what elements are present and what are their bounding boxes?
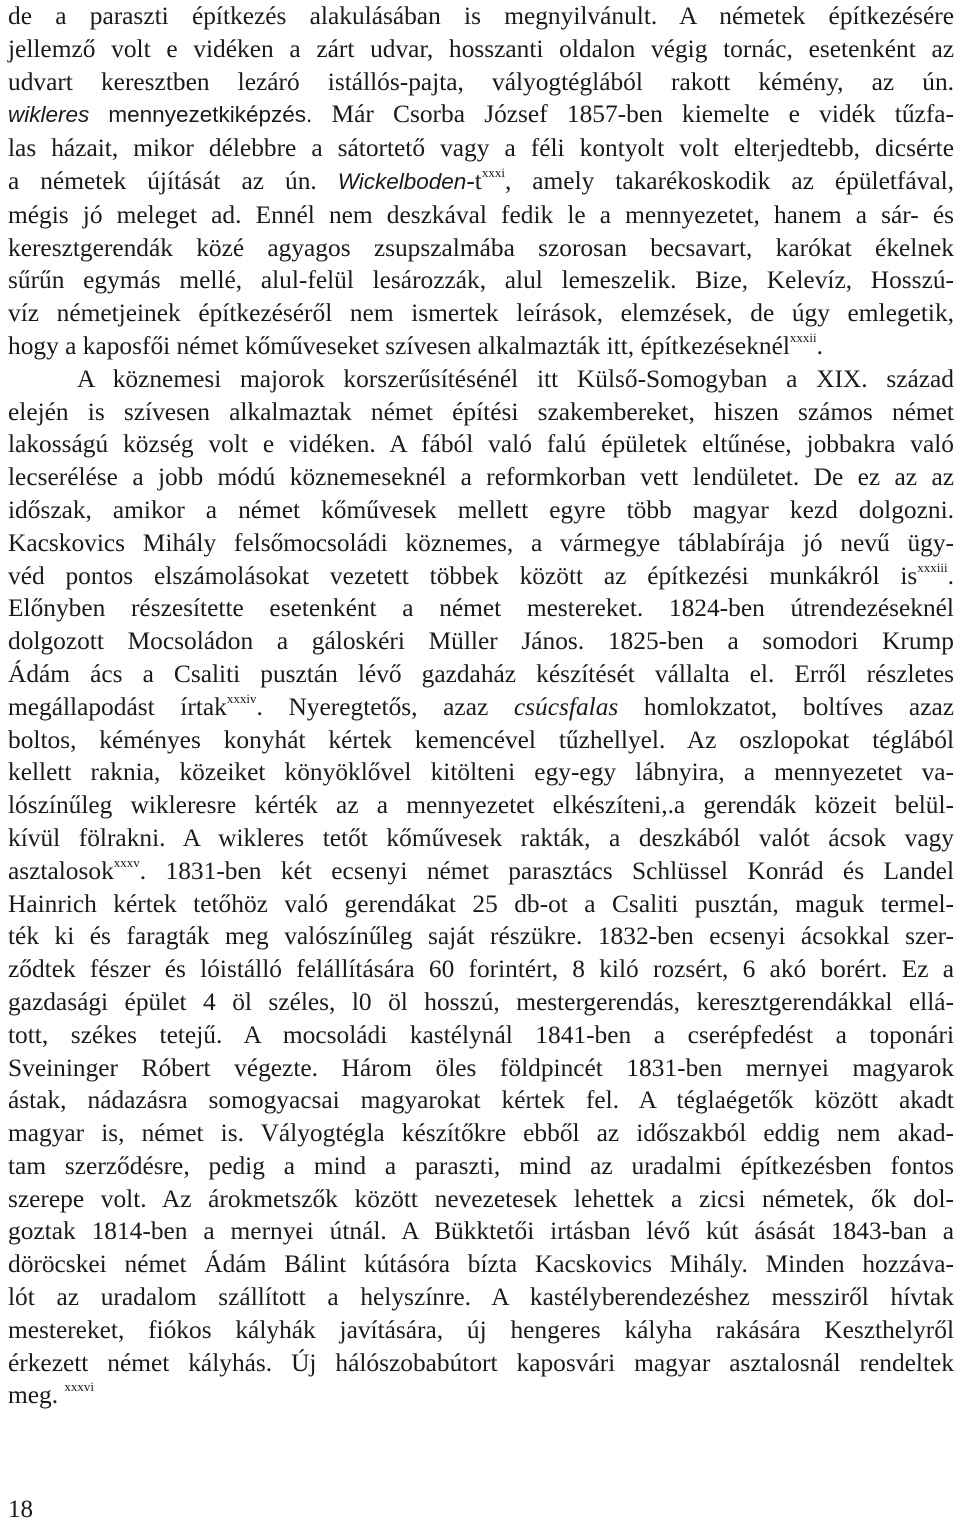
italic-term: csúcsfalas — [513, 692, 619, 721]
endnote-ref: xxxv — [113, 854, 140, 870]
text-line: lószínűleg wikleresre kérték az a mennyezetet elkészíteni,.a gerendák közeit belül- — [8, 791, 954, 820]
page-number: 18 — [8, 1496, 33, 1523]
text-line: tam szerződésre, pedig a mind a paraszti, mind az uradalmi építkezésben fontos — [8, 1151, 954, 1180]
text-line: érkezett német kályhás. Új hálószobabútort kaposvári magyar asztalosnál rendeltek — [8, 1348, 954, 1377]
text-line: boltos, kéményes konyhát kértek kemencével tűzhellyel. Az oszlopokat téglából — [8, 725, 954, 754]
text-line: meg. $^{xxxvi}$ — [8, 1379, 95, 1410]
text-line: jellemző volt e vidéken a zárt udvar, hosszanti oldalon végig tornác, esetenként az — [8, 34, 954, 63]
text-line: de a paraszti építkezés alakulásában is megnyilvánult. A németek építkezésére — [8, 2, 954, 30]
sans-term: mennyezetkiképzés. — [89, 102, 313, 128]
italic-term: Wickelboden — [337, 168, 467, 194]
text-line: udvart keresztben lezáró istállós-pajta, vályogtéglából rakott kémény, az ún. — [8, 67, 954, 96]
text-line: ástak, nádazásra somogyacsai magyarokat kértek fel. A téglaégetők között akadt — [8, 1086, 954, 1115]
text-line: szerepe volt. Az árokmetszők között nevezetesek lehettek a zicsi németek, ők dol- — [8, 1184, 954, 1213]
text-line: lecserélése a jobb módú köznemeseknél a reformkorban vett lendületet. De ez az az — [8, 463, 954, 492]
document-page — [8, 0, 954, 1412]
text-line: víz németjeinek építkezéséről nem ismertek leírások, elemzések, de úgy emlegetik, — [8, 299, 954, 328]
paragraph-start-line: A köznemesi majorok korszerűsítésénél itt Külső-Somogyban a XIX. század — [77, 364, 954, 393]
text-line: goztak 1814-ben a mernyei útnál. A Bükktetői irtásban lévő kút ásását 1843-ban a — [8, 1217, 954, 1246]
text-line: wikleres mennyezetkiképzés. Már Csorba József 1857-ben kiemelte e vidék tűzfa- — [8, 100, 954, 129]
text-line: Sveininger Róbert végezte. Három öles földpincét 1831-ben mernyei magyarok — [8, 1053, 954, 1082]
text-line: időszak, amikor a német kőművesek mellett egyre több magyar kezd dolgozni. — [8, 495, 954, 524]
text-line: lót az uradalom szállított a helyszínre. A kastélyberendezéshez messziről hívtak — [8, 1283, 954, 1312]
text-line: las házait, mikor délebbre a sátortető vagy a féli kontyolt volt elterjedtebb, dicsérte — [8, 134, 954, 163]
text-line: magyar is, német is. Vályogtégla készítőkre ebből az időszakból eddig nem akad- — [8, 1119, 954, 1148]
text-line: véd pontos elszámolásokat vezetett többek között az építkezési munkákról $is^{xxxiii}$. — [8, 559, 954, 590]
text-line: tott, székes tetejű. A mocsoládi kastélynál 1841-ben a cserépfedést a toponári — [8, 1020, 954, 1049]
endnote-ref: xxxvi — [64, 1379, 95, 1395]
text-line: kívül fölrakni. A wikleres tetőt kőművesek rakták, a deszkából valót ácsok vagy — [8, 823, 954, 852]
endnote-ref: xxxiii — [917, 559, 948, 575]
text-line: keresztgerendák közé agyagos zsupszalmába szorosan becsavart, karókat ékelnek — [8, 233, 954, 262]
body-text — [8, 0, 954, 1412]
text-line: Előnyben részesítette esetenként a német mestereket. 1824-ben útrendezéseknél — [8, 594, 954, 623]
endnote-ref: xxxii — [789, 329, 817, 345]
text-line: dolgozott Mocsoládon a gáloskéri Müller János. 1825-ben a somodori Krump — [8, 627, 954, 656]
text-line: sűrűn egymás mellé, alul-felül lesározzák, alul lemeszelik. Bize, Kelevíz, Hosszú- — [8, 266, 954, 295]
text-line: lakosságú község volt e vidéken. A fából való falú épületek eltűnése, jobbakra való — [8, 430, 954, 459]
text-line: a németek újítását az ún. Wickelboden-$t^{xxxi}$, amely takarékoskodik az épületfával, — [8, 164, 954, 195]
text-line: hogy a kaposfői német kőműveseket szívesen alkalmazták itt, építkezéseknél$^{xxxii}$. — [8, 329, 823, 360]
text-line: Kacskovics Mihály felsőmocsoládi köznemes, a vármegye táblabírája jó nevű ügy- — [8, 528, 954, 557]
text-line: asztalosok$^{xxxv}$. 1831-ben két ecsenyi német parasztács Schlüssel Konrád és Landel — [8, 854, 954, 885]
endnote-ref: xxxi — [481, 164, 505, 180]
text-line: mégis jó meleget ad. Ennél nem deszkával fedik le a mennyezetet, hanem a sár- és — [8, 200, 954, 229]
text-line: kellett raknia, közeiket könyöklővel kitölteni egy-egy lábnyira, a mennyezetet va- — [8, 758, 954, 787]
text-line: döröcskei német Ádám Bálint kútásóra bízta Kacskovics Mihály. Minden hozzáva- — [8, 1250, 954, 1279]
text-line: Ádám ács a Csaliti pusztán lévő gazdaház készítését vállalta el. Erről részletes — [8, 659, 954, 688]
text-line: ték ki és faragták meg valószínűleg saját részükre. 1832-ben ecsenyi ácsokkal szer- — [8, 922, 954, 951]
italic-term: wikleres — [8, 102, 90, 128]
text-line: mestereket, fiókos kályhák javítására, új hengeres kályha rakására Keszthelyről — [8, 1315, 954, 1344]
text-line: megállapodást írtak$^{xxxiv}$. Nyeregtetős, azaz csúcsfalas homlokzatot, boltíves azaz — [8, 690, 955, 721]
text-line: ződtek fészer és lóistálló felállítására 60 forintért, 8 kiló rozsért, 6 akó borért. Ez a — [8, 955, 954, 984]
text-line: elején is szívesen alkalmaztak német építési szakembereket, hiszen számos német — [8, 397, 954, 426]
endnote-ref: xxxiv — [226, 690, 257, 706]
text-line: gazdasági épület 4 öl széles, l0 öl hosszú, mestergerendás, keresztgerendákkal ellá- — [8, 987, 954, 1016]
text-line: Hainrich kértek tetőhöz való gerendákat 25 db-ot a Csaliti pusztán, maguk termel- — [8, 889, 954, 918]
